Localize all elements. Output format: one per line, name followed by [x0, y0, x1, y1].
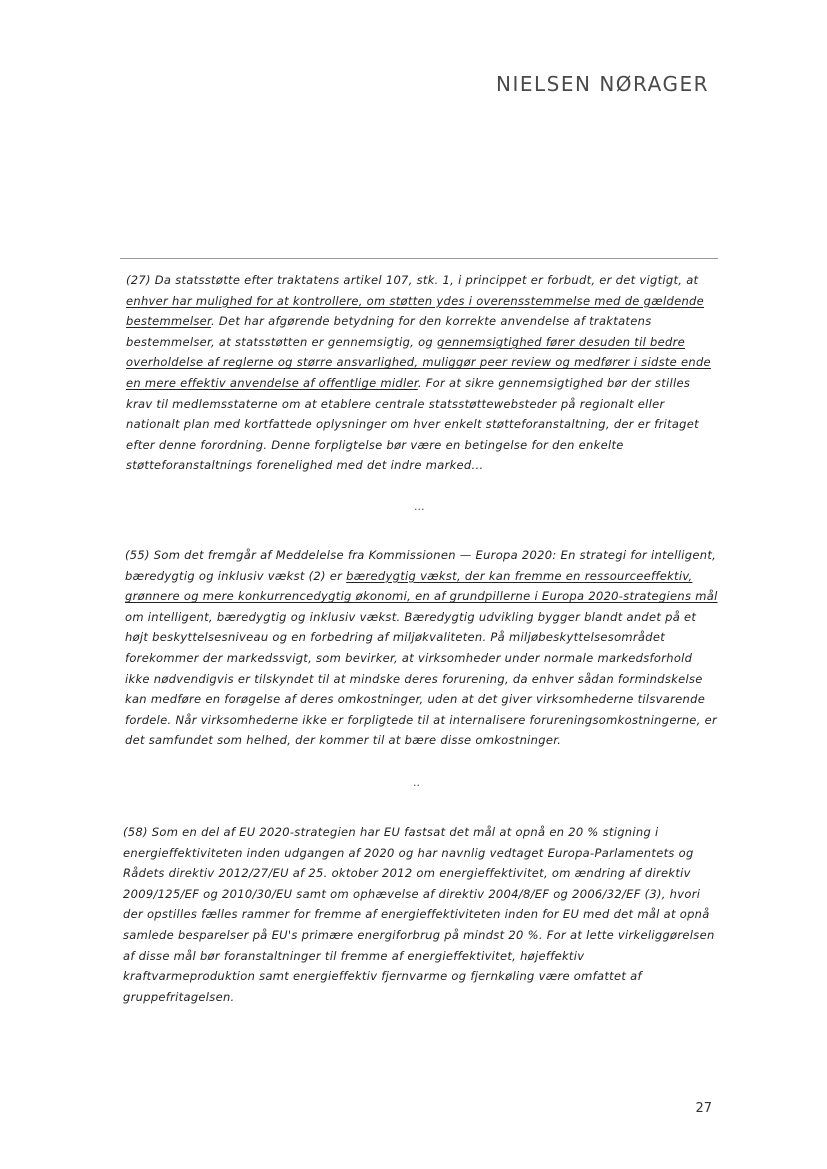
- brand-logo-text: NIELSEN NØRAGER: [496, 72, 709, 96]
- ellipsis-separator: ...: [414, 500, 425, 513]
- paragraph-text: (27) Da statsstøtte efter traktatens artikel 107, stk. 1, i princippet er forbudt, er det vigtigt, at: [126, 273, 699, 287]
- underlined-text: enhver har mulighed for at kontrollere, om støtten ydes i overensstemmelse med de gældende bestemmelser: [126, 293, 705, 329]
- underlined-text: bæredygtig vækst, der kan fremme en ressourceeffektiv, grønnere og mere konkurrencedygtig økonomi, en af grundpillerne i Europa 2020-strategiens mål: [125, 568, 718, 604]
- underlined-text: gennemsigtighed fører desuden til bedre overholdelse af reglerne og større ansvarlighed, muliggør peer review og medfører i sidste ende en mere effektiv anvendelse af offentlige midler: [126, 334, 711, 390]
- paragraph-55: [125, 545, 719, 751]
- paragraph-58: [123, 822, 717, 1007]
- paragraph-27: [126, 270, 720, 476]
- header-divider: [120, 258, 718, 259]
- ellipsis-separator: ..: [413, 776, 420, 789]
- paragraph-text: . Det har afgørende betydning for den korrekte anvendelse af traktatens bestemmelser, at statsstøtten er gennemsigtig, og: [126, 314, 652, 349]
- page-number: 27: [695, 1101, 712, 1116]
- paragraph-text: (55) Som det fremgår af Meddelelse fra Kommissionen — Europa 2020: En strategi for intelligent, bæredygtig og inklusiv vækst (2) er: [125, 548, 717, 583]
- paragraph-text: (58) Som en del af EU 2020-strategien har EU fastsat det mål at opnå en 20 % stigning i energieffektiviteten inden udgangen af 2020 og har navnlig vedtaget Europa-Parlamentets og Rådets direktiv 2012/27/EU af 25. oktober 2012 om energieffektivitet, om ændring af direktiv 2009/125/EF og 2010/30/EU samt om ophævelse af direktiv 2004/8/EF og 2006/32/EF (3), hvori der opstilles fælles rammer for fremme af energieffektiviteten inden for EU med det mål at opnå samlede besparelser på EU's primære energiforbrug på mindst 20 %. For at lette virkeliggørelsen af disse mål bør foranstaltninger til fremme af energieffektivitet, højeffektiv kraftvarmeproduktion samt energieffektiv fjernvarme og fjernkøling være omfattet af gruppefritagelsen.: [123, 825, 715, 1004]
- paragraph-text: om intelligent, bæredygtig og inklusiv vækst. Bæredygtig udvikling bygger blandt andet på et højt beskyttelsesniveau og en forbedring af miljøkvaliteten. På miljøbeskyttelsesområdet forekommer der markedssvigt, som bevirker, at virksomheder under normale markedsforhold ikke nødvendigvis er tilskyndet til at mindske deres forurening, da enhver sådan formindskelse kan medføre en forøgelse af deres omkostninger, uden at det giver virksomhederne tilsvarende fordele. Når virksomhederne ikke er forpligtede til at internalisere forureningsomkostningerne, er det samfundet som helhed, der kommer til at bære disse omkostninger.: [125, 609, 717, 748]
- paragraph-text: . For at sikre gennemsigtighed bør der stilles krav til medlemsstaterne om at etablere centrale statsstøttewebsteder på regionalt eller nationalt plan med kortfattede oplysninger om hver enkelt støtteforanstaltning, der er fritaget efter denne forordning. Denne forpligtelse bør være en betingelse for den enkelte støtteforanstaltnings forenelighed med det indre marked...: [126, 375, 699, 473]
